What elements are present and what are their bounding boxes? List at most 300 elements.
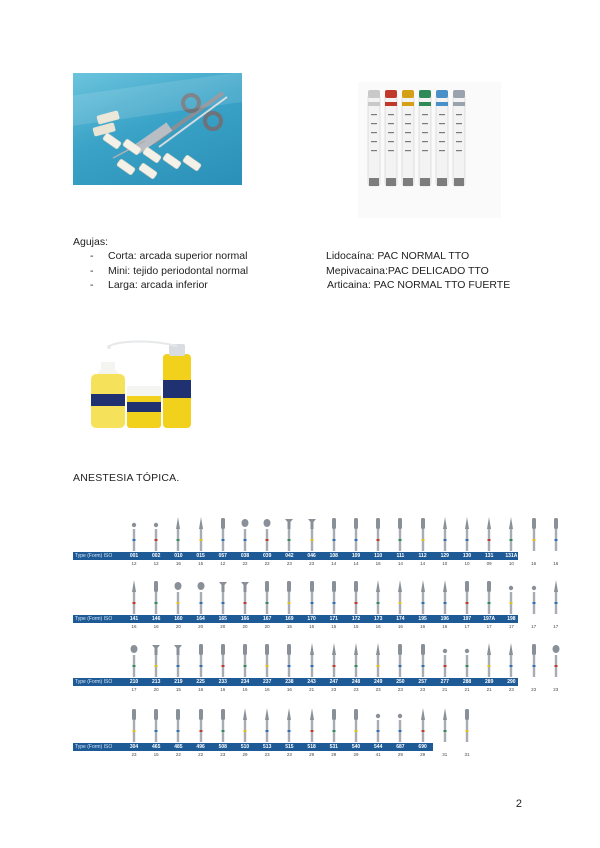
bur-icon bbox=[369, 515, 387, 551]
bur-size-label: 23 bbox=[309, 561, 315, 566]
bur-item bbox=[525, 578, 543, 634]
bur-code-label: 510 bbox=[240, 744, 250, 750]
bur-color-ring bbox=[355, 730, 358, 732]
bur-item bbox=[192, 641, 210, 697]
bur-item bbox=[303, 578, 321, 634]
bur-size-label: 14 bbox=[353, 561, 359, 566]
bur-code-label: 167 bbox=[263, 616, 272, 622]
bur-item bbox=[502, 515, 520, 571]
bur-color-ring bbox=[310, 730, 313, 732]
bur-item bbox=[169, 641, 187, 697]
bur-color-ring bbox=[355, 665, 358, 667]
bur-item bbox=[391, 641, 409, 697]
bur-size-label: 21 bbox=[309, 687, 315, 692]
bur-item bbox=[369, 641, 387, 697]
bur-size-label: 16 bbox=[264, 687, 270, 692]
bur-head bbox=[421, 708, 425, 720]
bur-icon bbox=[480, 515, 498, 551]
bur-color-ring bbox=[399, 602, 402, 604]
bur-item bbox=[347, 578, 365, 634]
bur-size-label: 20 bbox=[264, 624, 270, 629]
bur-item bbox=[214, 706, 232, 762]
bur-head bbox=[154, 523, 158, 527]
bur-head bbox=[354, 709, 358, 720]
bur-code-label: 111 bbox=[396, 553, 405, 559]
bur-code-label: 896 bbox=[440, 744, 449, 750]
bur-color-ring bbox=[421, 602, 424, 604]
cartridge-label-line bbox=[405, 150, 411, 151]
bur-size-label: 16 bbox=[198, 687, 204, 692]
bur-code-label: 170 bbox=[307, 616, 316, 622]
cartridge-label-line bbox=[456, 141, 462, 142]
bur-code-label: 141 bbox=[129, 616, 139, 622]
bur-head bbox=[243, 644, 247, 655]
cartridge-band bbox=[385, 102, 397, 106]
bur-icon bbox=[436, 515, 454, 551]
bur-code-label: 166 bbox=[240, 616, 250, 622]
bur-size-label: 23 bbox=[286, 561, 292, 566]
bur-item bbox=[369, 515, 387, 571]
bur-icon bbox=[169, 515, 187, 551]
bur-code-label: 002 bbox=[152, 553, 161, 559]
bur-color-ring bbox=[133, 730, 136, 732]
bur-icon bbox=[280, 578, 298, 614]
bur-color-ring bbox=[399, 665, 402, 667]
bur-code-label: 289 bbox=[485, 679, 494, 685]
bur-code-label: 039 bbox=[263, 553, 272, 559]
bur-code-label: 248 bbox=[351, 679, 361, 685]
bur-size-label: 16 bbox=[375, 624, 381, 629]
bur-color-ring bbox=[310, 665, 313, 667]
bur-code-label: 234 bbox=[240, 679, 250, 685]
bur-head bbox=[265, 581, 269, 592]
bur-color-ring bbox=[377, 602, 380, 604]
bur-item bbox=[369, 706, 387, 762]
bur-color-ring bbox=[488, 602, 491, 604]
bur-color-ring bbox=[310, 602, 313, 604]
cartridge-label-line bbox=[422, 123, 428, 124]
bur-size-label: 23 bbox=[420, 687, 426, 692]
bur-item bbox=[391, 515, 409, 571]
cartridge-label-line bbox=[439, 132, 445, 133]
bur-item bbox=[391, 706, 409, 762]
bur-color-ring bbox=[199, 665, 202, 667]
bur-color-ring bbox=[443, 602, 446, 604]
bur-item bbox=[436, 706, 454, 762]
bur-size-label: 23 bbox=[131, 752, 137, 757]
bur-item bbox=[258, 578, 276, 634]
topical-anesthesia-photo bbox=[83, 338, 195, 432]
bur-head bbox=[398, 714, 402, 718]
bur-head bbox=[154, 581, 158, 592]
bur-item bbox=[547, 515, 565, 571]
bur-item bbox=[258, 515, 276, 571]
cartridge-cap bbox=[368, 90, 380, 98]
bur-icon bbox=[258, 641, 276, 677]
bur-head bbox=[242, 519, 249, 527]
bur-head bbox=[421, 580, 425, 592]
bur-size-label: 09 bbox=[486, 561, 492, 566]
bur-color-ring bbox=[332, 539, 335, 541]
cartridge-plunger bbox=[420, 178, 430, 186]
bur-head bbox=[354, 643, 358, 655]
bur-size-label: 16 bbox=[131, 624, 137, 629]
bur-code-label: 540 bbox=[351, 744, 361, 750]
bur-color-ring bbox=[244, 665, 247, 667]
bur-icon bbox=[147, 641, 165, 677]
bur-item bbox=[147, 578, 165, 634]
bur-head bbox=[465, 517, 469, 529]
bur-code-label: 174 bbox=[396, 616, 405, 622]
bur-item bbox=[369, 578, 387, 634]
bur-band-label: Type (Form) ISO bbox=[75, 616, 113, 622]
bur-size-label: 10 bbox=[508, 561, 514, 566]
bur-size-label: 22 bbox=[264, 561, 270, 566]
bur-icon bbox=[192, 641, 210, 677]
bur-size-label: 23 bbox=[531, 687, 537, 692]
bur-icon bbox=[214, 515, 232, 551]
bur-size-label: 14 bbox=[420, 561, 426, 566]
bur-head bbox=[287, 644, 291, 655]
bur-icon bbox=[391, 641, 409, 677]
bur-item bbox=[303, 706, 321, 762]
bur-icon bbox=[391, 515, 409, 551]
bur-head bbox=[264, 519, 271, 527]
bur-item bbox=[414, 578, 432, 634]
bur-band-label: Type (Form) ISO bbox=[75, 744, 113, 750]
bur-head bbox=[332, 709, 336, 720]
bur-code-label: 243 bbox=[307, 679, 316, 685]
bur-code-label: 198A bbox=[527, 616, 540, 622]
bur-item bbox=[214, 641, 232, 697]
bur-code-label: 288 bbox=[462, 679, 472, 685]
bur-item bbox=[280, 641, 298, 697]
topical-anesthesia-heading: ANESTESIA TÓPICA. bbox=[73, 472, 180, 484]
bur-code-label: 198 bbox=[507, 616, 516, 622]
bur-size-label: 23 bbox=[353, 687, 359, 692]
bur-color-ring bbox=[377, 730, 380, 732]
bur-chart-row-2 bbox=[73, 578, 560, 634]
bur-head bbox=[532, 518, 536, 529]
bur-code-label: 210 bbox=[129, 679, 139, 685]
needles-heading: Agujas: bbox=[73, 236, 109, 248]
bur-size-label: 12 bbox=[131, 561, 137, 566]
cartridge-plunger bbox=[369, 178, 379, 186]
bur-code-label: 195 bbox=[418, 616, 427, 622]
bur-color-ring bbox=[177, 602, 180, 604]
bur-item bbox=[502, 641, 520, 697]
cartridge-label-line bbox=[388, 114, 394, 115]
bur-head bbox=[265, 708, 269, 720]
bur-head bbox=[332, 643, 336, 655]
bur-color-ring bbox=[199, 539, 202, 541]
needle-item-mini bbox=[90, 264, 248, 278]
bur-icon bbox=[303, 641, 321, 677]
bur-head bbox=[154, 709, 158, 720]
bur-item bbox=[458, 578, 476, 634]
bur-head bbox=[199, 709, 203, 720]
bur-head bbox=[310, 708, 314, 720]
bur-size-label: 15 bbox=[353, 624, 359, 629]
bur-icon bbox=[547, 641, 565, 677]
bur-icon bbox=[325, 515, 343, 551]
needle-item-short bbox=[90, 249, 247, 263]
bur-size-label: 15 bbox=[153, 752, 159, 757]
bur-head bbox=[443, 580, 447, 592]
bur-code-label: 233 bbox=[218, 679, 227, 685]
bur-code-label: 225 bbox=[196, 679, 205, 685]
bur-color-ring bbox=[288, 730, 291, 732]
bur-color-ring bbox=[532, 539, 535, 541]
bur-size-label: 22 bbox=[198, 752, 204, 757]
bur-head bbox=[197, 582, 204, 590]
bur-size-label: 41 bbox=[375, 752, 381, 757]
bur-code-label: 531 bbox=[329, 744, 338, 750]
topical-containers-illustration bbox=[83, 338, 195, 432]
bur-size-label: 17 bbox=[131, 687, 137, 692]
bur-code-label: 485 bbox=[174, 744, 183, 750]
cartridge-label-line bbox=[405, 114, 411, 115]
bur-icon bbox=[458, 641, 476, 677]
bur-head bbox=[554, 518, 558, 529]
bur-icon bbox=[125, 641, 143, 677]
needle-item-text: Corta: arcada superior normal bbox=[108, 250, 248, 262]
bur-head bbox=[132, 709, 136, 720]
bur-head bbox=[465, 709, 469, 720]
bur-color-ring bbox=[266, 539, 269, 541]
bur-code-label: 169 bbox=[285, 616, 294, 622]
bur-head bbox=[219, 582, 227, 592]
bur-head bbox=[152, 645, 160, 655]
bur-head bbox=[421, 644, 425, 655]
bur-band-label: Type (Form) ISO bbox=[75, 679, 113, 685]
bur-size-label: 21 bbox=[464, 687, 470, 692]
bur-code-label: 247 bbox=[329, 679, 338, 685]
bur-color-ring bbox=[399, 539, 402, 541]
bur-item bbox=[280, 706, 298, 762]
bur-color-ring bbox=[266, 602, 269, 604]
bur-head bbox=[509, 586, 513, 590]
bur-head bbox=[221, 709, 225, 720]
bur-icon bbox=[458, 578, 476, 614]
bur-icon bbox=[236, 515, 254, 551]
bur-code-label: 197 bbox=[462, 616, 472, 622]
bur-item bbox=[125, 706, 143, 762]
bur-chart-row-4 bbox=[73, 706, 470, 762]
bur-head bbox=[552, 645, 559, 653]
anesthetic-articaine: Articaina: PAC NORMAL TTO FUERTE bbox=[327, 279, 511, 291]
bur-code-label: 165 bbox=[218, 616, 227, 622]
bur-head bbox=[509, 643, 513, 655]
anesthetic-lidocaine: Lidocaína: PAC NORMAL TTO bbox=[326, 250, 470, 262]
bur-code-label: 042 bbox=[285, 553, 294, 559]
cartridge-body bbox=[402, 94, 414, 186]
bur-icon bbox=[303, 706, 321, 742]
bur-item bbox=[236, 515, 254, 571]
bur-item bbox=[214, 578, 232, 634]
bur-item bbox=[147, 706, 165, 762]
cartridge-label-line bbox=[388, 132, 394, 133]
bur-code-label: 164 bbox=[196, 616, 205, 622]
bur-size-label: 12 bbox=[153, 561, 159, 566]
cartridge-body bbox=[385, 94, 397, 186]
bur-code-label: 146 bbox=[152, 616, 161, 622]
bur-code-label: 690 bbox=[418, 744, 427, 750]
bur-code-label: 196 bbox=[440, 616, 449, 622]
bur-item bbox=[280, 515, 298, 571]
bur-color-ring bbox=[510, 539, 513, 541]
bur-size-label: 17 bbox=[553, 624, 559, 629]
bur-color-ring bbox=[244, 602, 247, 604]
bur-icon bbox=[303, 515, 321, 551]
bur-color-ring bbox=[466, 602, 469, 604]
bur-icon bbox=[525, 641, 543, 677]
bur-size-label: 29 bbox=[397, 752, 403, 757]
bur-color-ring bbox=[532, 602, 535, 604]
bur-item bbox=[236, 578, 254, 634]
bur-code-label: 213 bbox=[152, 679, 161, 685]
bur-item bbox=[147, 641, 165, 697]
bur-code-label: 296 bbox=[529, 679, 538, 685]
bur-icon bbox=[347, 641, 365, 677]
bur-icon bbox=[502, 515, 520, 551]
bur-head bbox=[131, 645, 138, 653]
bur-item bbox=[236, 641, 254, 697]
bur-icon bbox=[258, 515, 276, 551]
bur-size-label: 20 bbox=[153, 687, 159, 692]
bur-item bbox=[125, 578, 143, 634]
bur-color-ring bbox=[244, 730, 247, 732]
bur-size-label: 15 bbox=[175, 687, 181, 692]
bur-icon bbox=[325, 641, 343, 677]
bur-code-label: 143 bbox=[551, 553, 560, 559]
bur-size-label: 15 bbox=[331, 624, 337, 629]
bur-color-ring bbox=[443, 730, 446, 732]
bur-color-ring bbox=[221, 665, 224, 667]
bur-color-ring bbox=[510, 665, 513, 667]
bur-icon bbox=[458, 706, 476, 742]
bur-item bbox=[192, 706, 210, 762]
cartridge-band bbox=[436, 102, 448, 106]
bur-size-label: 15 bbox=[309, 624, 315, 629]
bur-head bbox=[285, 519, 293, 529]
bur-color-ring bbox=[466, 665, 469, 667]
bur-size-label: 22 bbox=[242, 561, 248, 566]
bur-head bbox=[132, 580, 136, 592]
bur-color-ring bbox=[443, 665, 446, 667]
bur-code-label: 131A bbox=[505, 553, 518, 559]
bur-code-label: 171 bbox=[329, 616, 338, 622]
cartridge-body bbox=[419, 94, 431, 186]
bur-color-ring bbox=[177, 539, 180, 541]
bur-color-ring bbox=[177, 665, 180, 667]
bur-item bbox=[192, 515, 210, 571]
bur-color-ring bbox=[466, 539, 469, 541]
bur-size-label: 22 bbox=[175, 752, 181, 757]
bur-code-label: 173 bbox=[374, 616, 383, 622]
bur-code-label: 133 bbox=[529, 553, 538, 559]
bur-icon bbox=[214, 706, 232, 742]
bur-code-label: 237 bbox=[263, 679, 272, 685]
bur-head bbox=[308, 519, 316, 529]
bur-icon bbox=[192, 578, 210, 614]
bur-head bbox=[487, 581, 491, 592]
cartridge-label-line bbox=[371, 123, 377, 124]
bur-color-ring bbox=[443, 539, 446, 541]
bur-color-ring bbox=[266, 730, 269, 732]
bur-code-label: 249 bbox=[374, 679, 383, 685]
bur-item bbox=[169, 515, 187, 571]
bur-code-label: 496 bbox=[196, 744, 205, 750]
bur-item bbox=[414, 641, 432, 697]
bur-color-ring bbox=[421, 539, 424, 541]
cartridge-label-line bbox=[388, 150, 394, 151]
bur-icon bbox=[192, 706, 210, 742]
bur-item bbox=[169, 578, 187, 634]
bur-size-label: 16 bbox=[442, 624, 448, 629]
bur-icon bbox=[214, 641, 232, 677]
cartridge-body bbox=[453, 94, 465, 186]
bur-size-label: 15 bbox=[198, 561, 204, 566]
bur-icon bbox=[414, 515, 432, 551]
bur-size-label: 16 bbox=[220, 687, 226, 692]
bur-head bbox=[554, 580, 558, 592]
bur-size-label: 16 bbox=[397, 624, 403, 629]
bur-head bbox=[487, 643, 491, 655]
bur-code-label: 172 bbox=[351, 616, 361, 622]
cartridge-body bbox=[368, 94, 380, 186]
bur-item bbox=[347, 706, 365, 762]
bur-size-label: 29 bbox=[242, 752, 248, 757]
bur-size-label: 10 bbox=[442, 561, 448, 566]
page-number: 2 bbox=[515, 798, 522, 810]
bur-icon bbox=[280, 515, 298, 551]
bur-size-label: 21 bbox=[442, 687, 448, 692]
bur-color-ring bbox=[332, 730, 335, 732]
bur-code-label: 515 bbox=[285, 744, 294, 750]
bur-icon bbox=[369, 578, 387, 614]
bur-item bbox=[458, 706, 476, 762]
cartridge-label-line bbox=[371, 114, 377, 115]
bur-item bbox=[125, 515, 143, 571]
bur-head bbox=[398, 580, 402, 592]
bur-code-label: 038 bbox=[240, 553, 250, 559]
bur-head bbox=[376, 518, 380, 529]
bur-code-label: 108 bbox=[329, 553, 338, 559]
cartridge-cap bbox=[385, 90, 397, 98]
bur-head bbox=[199, 517, 203, 529]
bur-code-label: 257 bbox=[418, 679, 427, 685]
bur-size-label: 31 bbox=[442, 752, 448, 757]
bur-size-label: 16 bbox=[531, 561, 537, 566]
bur-color-ring bbox=[421, 730, 424, 732]
bur-item bbox=[414, 706, 432, 762]
bur-item bbox=[258, 706, 276, 762]
bur-head bbox=[532, 644, 536, 655]
bur-icon bbox=[147, 578, 165, 614]
list-dash: - bbox=[90, 265, 94, 277]
bur-color-ring bbox=[155, 665, 158, 667]
cartridge-label-line bbox=[456, 132, 462, 133]
bur-size-label: 15 bbox=[286, 624, 292, 629]
bur-head bbox=[175, 582, 182, 590]
bur-color-ring bbox=[199, 730, 202, 732]
bur-color-ring bbox=[399, 730, 402, 732]
bur-icon bbox=[325, 578, 343, 614]
bur-head bbox=[221, 644, 225, 655]
bur-head bbox=[287, 708, 291, 720]
bur-color-ring bbox=[177, 730, 180, 732]
